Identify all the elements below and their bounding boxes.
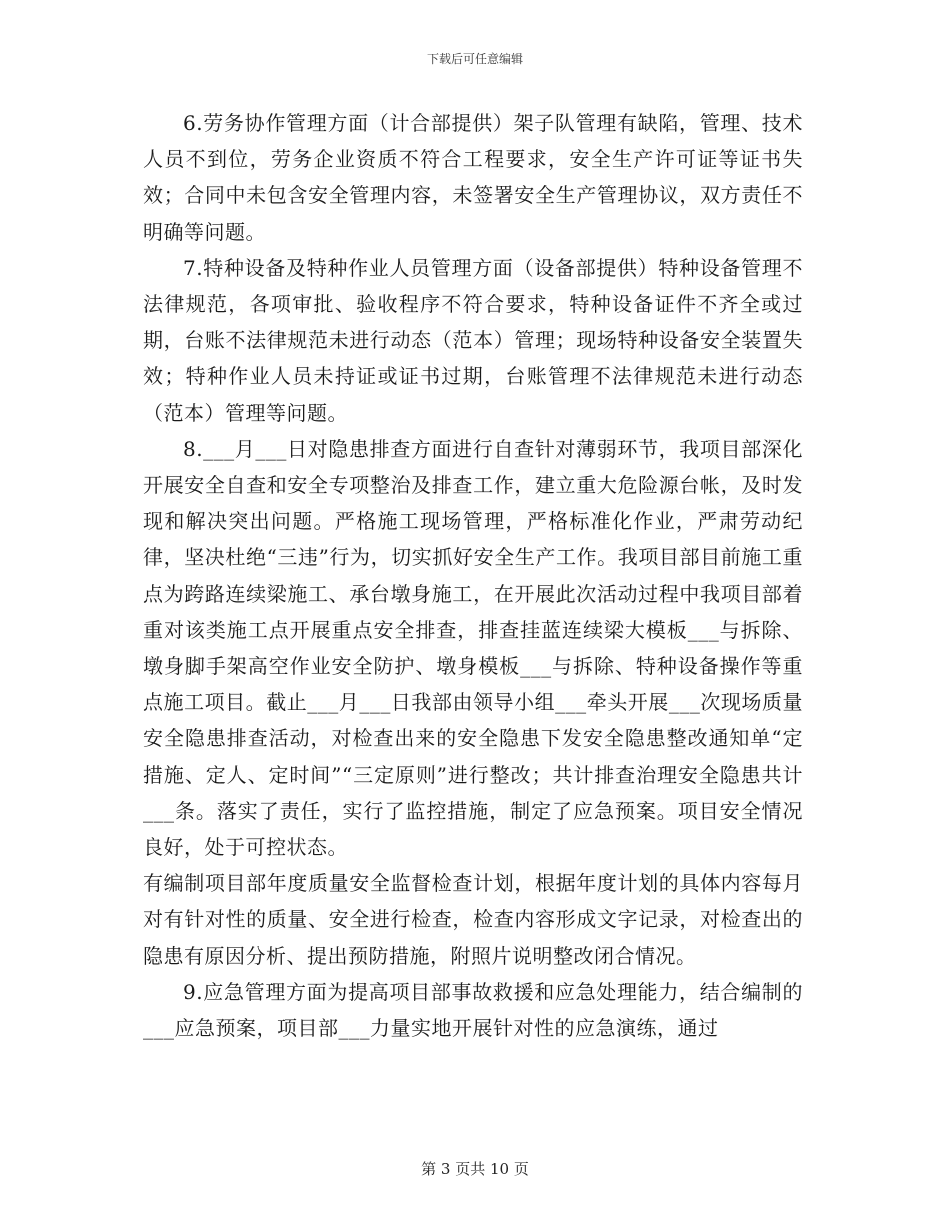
paragraph-8-continued: 有编制项目部年度质量安全监督检查计划，根据年度计划的具体内容每月对有针对性的质量、安全进行检查，检查内容形成文字记录，对检查出的隐患有原因分析、提出预防措施，附照片说明整改闭合情况。 <box>143 871 803 968</box>
paragraph-6: 6.劳务协作管理方面（计合部提供）架子队管理有缺陷，管理、技术人员不到位，劳务企业资质不符合工程要求，安全生产许可证等证书失效；合同中未包含安全管理内容，未签署安全生产管理协议，双方责任不明确等问题。 <box>143 111 803 244</box>
page-header: 下载后可任意编辑 <box>426 52 523 66</box>
paragraph-7: 7.特种设备及特种作业人员管理方面（设备部提供）特种设备管理不法律规范，各项审批、验收程序不符合要求，特种设备证件不齐全或过期，台账不法律规范未进行动态（范本）管理；现场特种设备安全装置失效；特种作业人员未持证或证书过期，台账管理不法律规范未进行动态（范本）管理等问题。 <box>143 255 803 425</box>
document-body <box>143 105 803 1046</box>
page-footer: 第 3 页共 10 页 <box>421 1160 529 1178</box>
paragraph-9: 9.应急管理方面为提高项目部事故救援和应急处理能力，结合编制的___应急预案，项目部___力量实地开展针对性的应急演练，通过 <box>143 979 803 1041</box>
paragraph-8: 8.___月___日对隐患排查方面进行自查针对薄弱环节，我项目部深化开展安全自查和安全专项整治及排查工作，建立重大危险源台帐，及时发现和解决突出问题。严格施工现场管理，严格标准化作业，严肃劳动纪律，坚决杜绝“三违”行为，切实抓好安全生产工作。我项目部目前施工重点为跨路连续梁施工、承台墩身施工，在开展此次活动过程中我项目部着重对该类施工点开展重点安全排查，排查挂蓝连续梁大模板___与拆除、墩身脚手架高空作业安全防护、墩身模板___与拆除、特种设备操作等重点施工项目。截止___月___日我部由领导小组___牵头开展___次现场质量安全隐患排查活动，对检查出来的安全隐患下发安全隐患整改通知单“定措施、定人、定时间”“三定原则”进行整改；共计排查治理安全隐患共计___条。落实了责任，实行了监控措施，制定了应急预案。项目安全情况良好，处于可控状态。 <box>143 436 803 860</box>
